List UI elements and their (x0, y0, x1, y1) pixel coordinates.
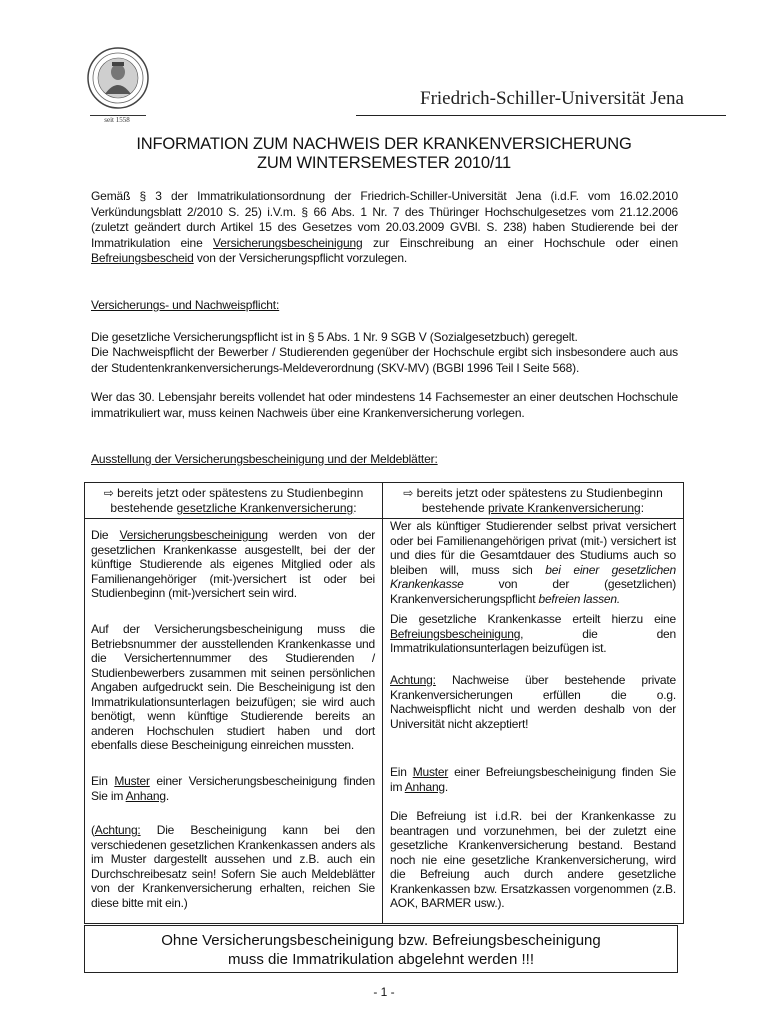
section-heading-ausstellung: Ausstellung der Versicherungsbescheinigung und der Meldeblätter: (91, 452, 438, 466)
section1-paragraph-3: Wer das 30. Lebensjahr bereits vollendet hat oder mindestens 14 Fachsemester an einer deutschen Hochschule immatrikuliert war, muss keinen Nachweis über eine Krankenversicherung vorlegen. (91, 390, 678, 420)
cell-bei-einer-gesetzlichen-kk: bei einer gesetzlichen Krankenkasse (390, 562, 676, 591)
right-cell-paragraph-2 (390, 612, 676, 656)
cell-text: Ein (390, 765, 413, 779)
right-cell-paragraph-4 (390, 765, 676, 794)
right-cell-paragraph-1 (390, 519, 676, 606)
cell-text: werden von der gesetzlichen Krankenkasse ausgestellt, bei der der künftige Studierende als eigenes Mitglied oder als Familienangehöriger (mit-)versichert ist oder bei Studienbeginn (mit-)versichert sein wird. (91, 528, 375, 600)
header-line (85, 501, 382, 516)
page-title (60, 135, 708, 173)
right-cell-paragraph-3 (390, 673, 676, 731)
cell-versicherungsbescheinigung: Versicherungsbescheinigung (119, 528, 268, 542)
page-number: - 1 - (373, 985, 395, 999)
cell-text: Wer als künftiger Studierender selbst privat versichert oder bei Familienangehörigen privat (mit-) versichert ist und dies für die Gesamtdauer des Studiums auch so bleiben will, muss sich (390, 519, 676, 577)
intro-paragraph (91, 189, 678, 267)
cell-text: . (165, 788, 169, 803)
cell-befreiungsbescheinigung: Befreiungsbescheinigung (390, 626, 521, 641)
cell-text: Die (91, 528, 120, 542)
cell-text: Ein (91, 774, 115, 788)
comparison-table (84, 482, 684, 924)
cell-text: ( (91, 823, 95, 837)
header-private-kv: private Krankenversicherung (487, 501, 641, 515)
intro-befreiungsbescheid: Befreiungsbescheid (91, 251, 194, 265)
section1-paragraph-2: Die Nachweispflicht der Bewerber / Studierenden gegenüber der Hochschule ergibt sich insbesondere auch aus der Studentenkrankenversicherungs-Meldeverordnung (SKV-MV) (BGBl 1996 Teil I Seite 568). (91, 345, 678, 375)
left-cell-paragraph-4 (91, 823, 375, 910)
cell-anhang: Anhang (404, 779, 445, 794)
warning-box (84, 925, 678, 973)
table-header-divider-left (85, 518, 382, 519)
cell-text: Nachweise über bestehende private Krankenversicherungen erfüllen die o.g. Nachweispflicht nicht und werden deshalb von der Universität nicht akzeptiert! (390, 673, 676, 731)
table-header-gesetzlich (85, 486, 382, 516)
left-cell-paragraph-1 (91, 528, 375, 601)
cell-text: Die gesetzliche Krankenkasse erteilt hierzu eine (390, 612, 676, 626)
cell-text: , die den Immatrikulationsunterlagen beizufügen ist. (390, 626, 676, 655)
header-text: : (353, 501, 357, 515)
cell-text: einer Befreiungsbescheinigung finden Sie im (390, 765, 676, 794)
header-gesetzliche-kv: gesetzliche Krankenversicherung (176, 501, 354, 515)
warning-line-2: muss die Immatrikulation abgelehnt werden !!! (228, 951, 534, 968)
cell-anhang: Anhang (125, 788, 166, 803)
cell-befreien-lassen: befreien lassen. (538, 591, 621, 606)
left-cell-paragraph-2: Auf der Versicherungsbescheinigung muss die Betriebsnummer der ausstellenden Krankenkasse und die Versichertennummer des Studierenden / Studienbewerbers zusammen mit seinen persönlichen Angaben aufgedruckt sein. Die Bescheinigung ist den Immatrikulationsunterlagen beizufügen; sie wird auch benötigt, wenn künftige Studierende bereits an anderen Hochschulen studiert haben und dort ebenfalls diese Bescheinigung einreichen mussten. (91, 622, 375, 752)
intro-versicherungsbescheinigung: Versicherungsbescheinigung (213, 235, 363, 250)
university-name: Friedrich-Schiller-Universität Jena (420, 88, 684, 109)
header-line: ⇨ bereits jetzt oder spätestens zu Studienbeginn (103, 486, 364, 500)
cell-text: . (444, 779, 449, 794)
left-cell-paragraph-3 (91, 774, 375, 803)
header-text: : (640, 501, 645, 515)
seal-year: seit 1558 (104, 116, 130, 124)
intro-text: zur Einschreibung an einer Hochschule oder einen (362, 235, 678, 250)
header-text: bestehende (110, 501, 177, 515)
warning-line-1: Ohne Versicherungsbescheinigung bzw. Befreiungsbescheinigung (161, 932, 601, 949)
cell-text: einer Versicherungsbescheinigung finden Sie im (91, 774, 375, 803)
header-line: ⇨ bereits jetzt oder spätestens zu Studienbeginn (403, 486, 663, 500)
right-cell-paragraph-5: Die Befreiung ist i.d.R. bei der Krankenkasse zu beantragen und vorzunehmen, bei der zuletzt eine gesetzliche Krankenversicherung bestand. Bestand noch nie eine gesetzliche Krankenversicherung, wird die Befreiung auch durch andere gesetzliche Krankenkassen bzw. Ersatzkassen vorgenommen (z.B. AOK, BARMER usw.). (390, 809, 676, 910)
section-heading-nachweispflicht: Versicherungs- und Nachweispflicht: (91, 298, 280, 312)
table-column-divider (382, 483, 383, 923)
title-line-2: ZUM WINTERSEMESTER 2010/11 (257, 154, 511, 172)
section1-paragraph-1: Die gesetzliche Versicherungspflicht ist in § 5 Abs. 1 Nr. 9 SGB V (Sozialgesetzbuch) geregelt. (91, 330, 578, 344)
header-line (383, 501, 683, 516)
university-seal-logo (86, 44, 150, 116)
table-header-privat (383, 486, 683, 516)
header-text: bestehende (421, 501, 488, 515)
cell-achtung: Achtung: (94, 823, 141, 837)
cell-muster: Muster (412, 765, 449, 779)
intro-text: Gemäß § 3 der Immatrikulationsordnung der Friedrich-Schiller-Universität Jena (i.d.F. vom 16.02.2010 Verkündungsblatt 2/2010 S. 25) i.V.m. § 66 Abs. 1 Nr. 7 des Thüringer Hochschulgesetzes vom 21.12.2006 (zuletzt geändert durch Artikel 15 des Gesetzes vom 20.03.2009 GVBl. S. 238) haben Studierende bei der Immatrikulation eine (91, 189, 678, 250)
cell-muster: Muster (114, 774, 150, 788)
intro-text: von der Versicherungspflicht vorzulegen. (193, 251, 408, 265)
title-line-1: INFORMATION ZUM NACHWEIS DER KRANKENVERSICHERUNG (136, 135, 632, 153)
cell-achtung: Achtung: (390, 673, 436, 687)
cell-text: Die Bescheinigung kann bei den verschiedenen gesetzlichen Krankenkassen anders als im Muster dargestellt aussehen und z.B. auch ein Durchschreibesatz sein! Sofern Sie auch Meldeblätter von der Krankenversicherung erhalten, reichen Sie diese bitte mit ein.) (91, 823, 375, 910)
cell-text: von der (gesetzlichen) Krankenversicherungspflicht (390, 577, 676, 606)
header-rule (356, 115, 726, 116)
